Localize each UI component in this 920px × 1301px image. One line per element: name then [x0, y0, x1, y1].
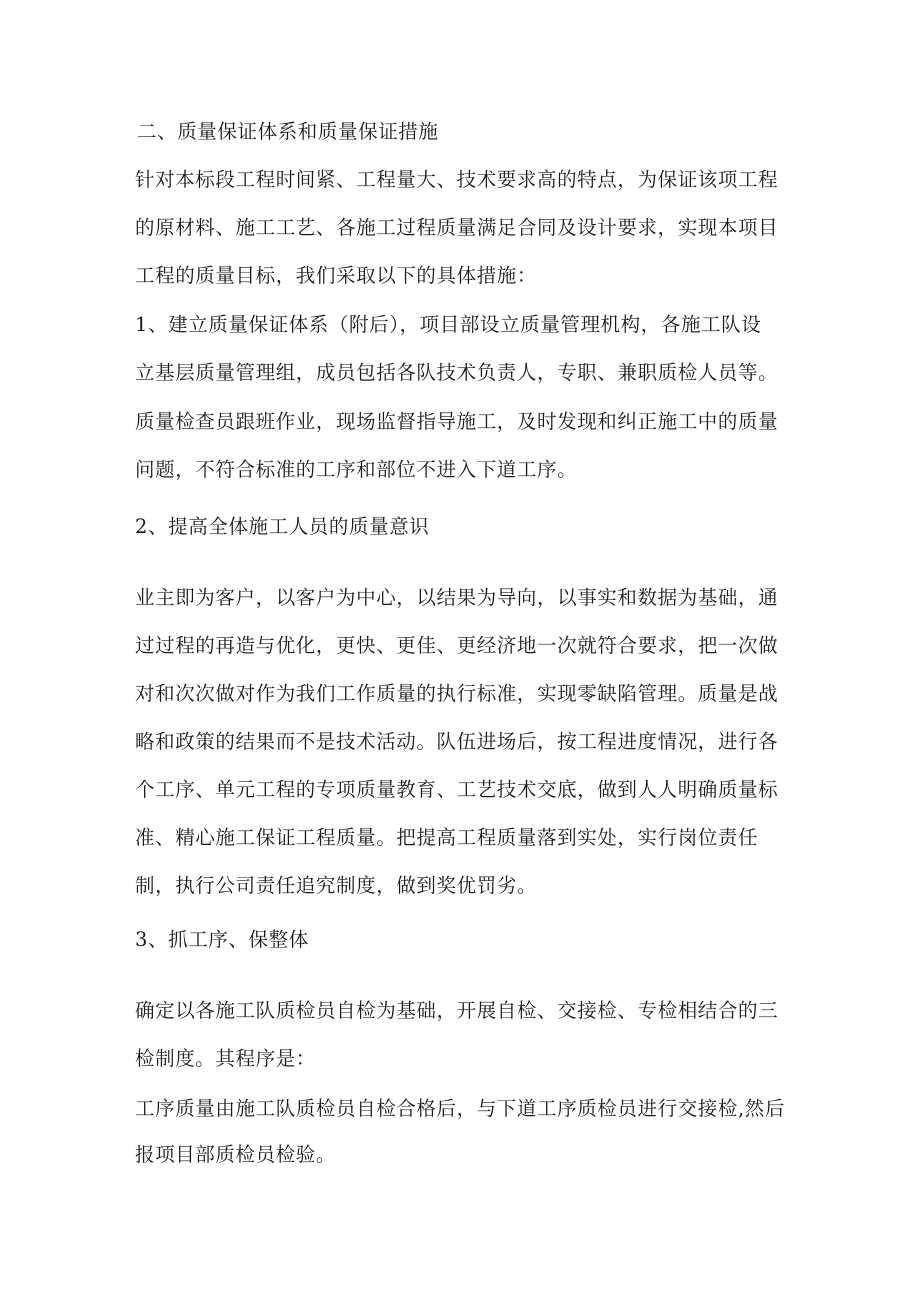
- intro-line-2: 的原材料、施工工艺、各施工过程质量满足合同及设计要求，实现本项目: [135, 216, 779, 239]
- item1-line-4: 问题，不符合标准的工序和部位不进入下道工序。: [135, 458, 578, 481]
- item3-procedure-line-1: 工序质量由施工队质检员自检合格后，与下道工序质检员进行交接检,然后: [135, 1097, 785, 1120]
- intro-line-3: 工程的质量目标，我们采取以下的具体措施：: [135, 264, 538, 287]
- section-heading: 二、质量保证体系和质量保证措施: [137, 120, 439, 143]
- item3-procedure-line-2: 报项目部质检员检验。: [135, 1143, 337, 1166]
- item1-line-2: 立基层质量管理组，成员包括各队技术负责人，专职、兼职质检人员等。: [135, 361, 779, 384]
- item3-heading: 3、抓工序、保整体: [135, 928, 309, 951]
- item3-line-1: 确定以各施工队质检员自检为基础，开展自检、交接检、专检相结合的三: [135, 999, 779, 1022]
- item2-line-7: 制，执行公司责任追究制度，做到奖优罚劣。: [135, 874, 538, 897]
- item1-line-3: 质量检查员跟班作业，现场监督指导施工，及时发现和纠正施工中的质量: [135, 410, 779, 433]
- item2-line-1: 业主即为客户，以客户为中心，以结果为导向，以事实和数据为基础，通: [135, 586, 779, 609]
- item3-line-2: 检制度。其程序是：: [135, 1047, 316, 1070]
- item2-line-5: 个工序、单元工程的专项质量教育、工艺技术交底，做到人人明确质量标: [135, 778, 779, 801]
- item2-line-4: 略和政策的结果而不是技术活动。队伍进场后，按工程进度情况，进行各: [135, 730, 779, 753]
- intro-line-1: 针对本标段工程时间紧、工程量大、技术要求高的特点，为保证该项工程: [135, 168, 779, 191]
- item1-line-1: 1、建立质量保证体系（附后），项目部设立质量管理机构，各施工队设: [135, 313, 762, 336]
- item2-line-3: 对和次次做对作为我们工作质量的执行标准，实现零缺陷管理。质量是战: [135, 682, 779, 705]
- item2-heading: 2、提高全体施工人员的质量意识: [135, 515, 430, 538]
- item2-line-2: 过过程的再造与优化，更快、更佳、更经济地一次就符合要求，把一次做: [135, 634, 779, 657]
- item2-line-6: 准、精心施工保证工程质量。把提高工程质量落到实处，实行岗位责任: [135, 826, 759, 849]
